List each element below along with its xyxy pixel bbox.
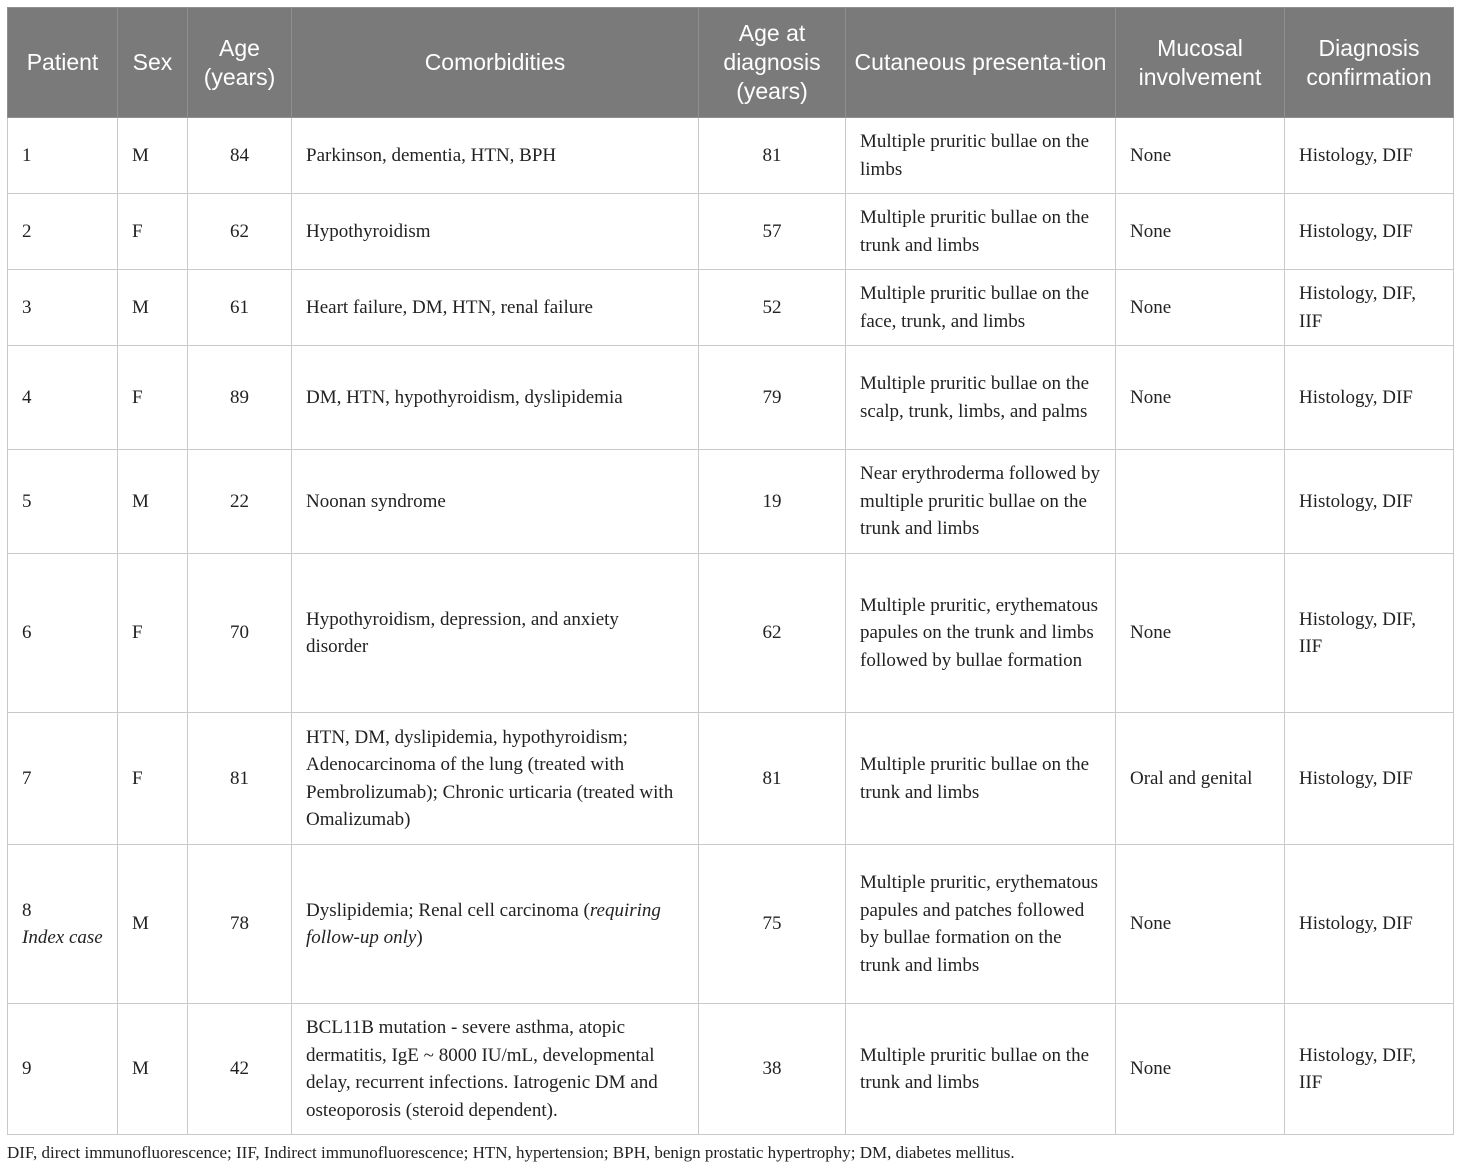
cell-sex: M bbox=[118, 450, 188, 554]
comorbidities-tail: ) bbox=[416, 927, 423, 948]
cell-patient bbox=[8, 845, 118, 1004]
table-row bbox=[8, 1004, 1454, 1135]
cell-age-at-diagnosis: 19 bbox=[699, 450, 846, 554]
cell-age-at-diagnosis: 38 bbox=[699, 1004, 846, 1135]
cell-sex: F bbox=[118, 194, 188, 270]
header-row bbox=[8, 8, 1454, 118]
cell-patient: 5 bbox=[8, 450, 118, 554]
cell-mucosal: None bbox=[1116, 118, 1285, 194]
cell-comorbidities: DM, HTN, hypothyroidism, dyslipidemia bbox=[292, 346, 699, 450]
cell-mucosal: None bbox=[1116, 194, 1285, 270]
cell-confirmation: Histology, DIF bbox=[1285, 118, 1454, 194]
cell-comorbidities: Hypothyroidism, depression, and anxiety disorder bbox=[292, 554, 699, 713]
cell-mucosal: None bbox=[1116, 346, 1285, 450]
cell-patient: 9 bbox=[8, 1004, 118, 1135]
cell-confirmation: Histology, DIF bbox=[1285, 845, 1454, 1004]
cell-mucosal: None bbox=[1116, 554, 1285, 713]
cell-confirmation: Histology, DIF bbox=[1285, 194, 1454, 270]
cell-confirmation: Histology, DIF bbox=[1285, 450, 1454, 554]
cell-confirmation: Histology, DIF bbox=[1285, 346, 1454, 450]
cell-patient: 6 bbox=[8, 554, 118, 713]
index-case-note: Index case bbox=[22, 927, 103, 948]
cell-cutaneous: Near erythroderma followed by multiple pruritic bullae on the trunk and limbs bbox=[846, 450, 1116, 554]
patient-table bbox=[7, 7, 1454, 1135]
table-row bbox=[8, 554, 1454, 713]
cell-age-at-diagnosis: 81 bbox=[699, 118, 846, 194]
cell-age-at-diagnosis: 57 bbox=[699, 194, 846, 270]
table-row bbox=[8, 845, 1454, 1004]
cell-cutaneous: Multiple pruritic, erythematous papules on the trunk and limbs followed by bullae formation bbox=[846, 554, 1116, 713]
header-sex: Sex bbox=[118, 8, 188, 118]
header-patient: Patient bbox=[8, 8, 118, 118]
cell-cutaneous: Multiple pruritic bullae on the scalp, trunk, limbs, and palms bbox=[846, 346, 1116, 450]
cell-age: 70 bbox=[188, 554, 292, 713]
cell-patient: 4 bbox=[8, 346, 118, 450]
cell-confirmation: Histology, DIF, IIF bbox=[1285, 270, 1454, 346]
cell-sex: F bbox=[118, 346, 188, 450]
cell-patient: 2 bbox=[8, 194, 118, 270]
cell-age: 81 bbox=[188, 713, 292, 845]
table-row bbox=[8, 346, 1454, 450]
cell-confirmation: Histology, DIF, IIF bbox=[1285, 554, 1454, 713]
cell-age: 22 bbox=[188, 450, 292, 554]
cell-sex: F bbox=[118, 713, 188, 845]
cell-age-at-diagnosis: 52 bbox=[699, 270, 846, 346]
cell-sex: M bbox=[118, 845, 188, 1004]
cell-comorbidities: Hypothyroidism bbox=[292, 194, 699, 270]
comorbidities-text: Dyslipidemia; Renal cell carcinoma ( bbox=[306, 899, 590, 921]
table-row bbox=[8, 118, 1454, 194]
cell-cutaneous: Multiple pruritic, erythematous papules and patches followed by bullae formation on the trunk and limbs bbox=[846, 845, 1116, 1004]
cell-mucosal: None bbox=[1116, 1004, 1285, 1135]
cell-confirmation: Histology, DIF, IIF bbox=[1285, 1004, 1454, 1135]
cell-comorbidities: Noonan syndrome bbox=[292, 450, 699, 554]
table-row bbox=[8, 270, 1454, 346]
cell-mucosal: Oral and genital bbox=[1116, 713, 1285, 845]
cell-cutaneous: Multiple pruritic bullae on the limbs bbox=[846, 118, 1116, 194]
cell-age: 42 bbox=[188, 1004, 292, 1135]
header-mucosal-involvement: Mucosal involvement bbox=[1116, 8, 1285, 118]
header-cutaneous-presentation: Cutaneous presenta-tion bbox=[846, 8, 1116, 118]
cell-age-at-diagnosis: 81 bbox=[699, 713, 846, 845]
cell-comorbidities bbox=[292, 845, 699, 1004]
header-diagnosis-confirmation: Diagnosis confirmation bbox=[1285, 8, 1454, 118]
header-age-at-diagnosis: Age at diagnosis (years) bbox=[699, 8, 846, 118]
cell-comorbidities: HTN, DM, dyslipidemia, hypothyroidism; Adenocarcinoma of the lung (treated with Pembrolizumab); Chronic urticaria (treated with Omalizumab) bbox=[292, 713, 699, 845]
cell-age: 89 bbox=[188, 346, 292, 450]
cell-comorbidities: BCL11B mutation - severe asthma, atopic dermatitis, IgE ~ 8000 IU/mL, developmental delay, recurrent infections. Iatrogenic DM and osteoporosis (steroid dependent). bbox=[292, 1004, 699, 1135]
table-footnote: DIF, direct immunofluorescence; IIF, Indirect immunofluorescence; HTN, hypertension; BPH, benign prostatic hypertrophy; DM, diabetes mellitus. bbox=[7, 1143, 1015, 1162]
cell-cutaneous: Multiple pruritic bullae on the face, trunk, and limbs bbox=[846, 270, 1116, 346]
cell-cutaneous: Multiple pruritic bullae on the trunk and limbs bbox=[846, 1004, 1116, 1135]
cell-age-at-diagnosis: 62 bbox=[699, 554, 846, 713]
header-age: Age (years) bbox=[188, 8, 292, 118]
cell-age-at-diagnosis: 75 bbox=[699, 845, 846, 1004]
cell-mucosal: None bbox=[1116, 845, 1285, 1004]
cell-age: 84 bbox=[188, 118, 292, 194]
cell-age: 61 bbox=[188, 270, 292, 346]
cell-sex: M bbox=[118, 118, 188, 194]
table-row bbox=[8, 450, 1454, 554]
cell-cutaneous: Multiple pruritic bullae on the trunk and limbs bbox=[846, 713, 1116, 845]
cell-patient: 3 bbox=[8, 270, 118, 346]
table-container bbox=[7, 7, 1453, 1135]
cell-age: 78 bbox=[188, 845, 292, 1004]
cell-comorbidities: Parkinson, dementia, HTN, BPH bbox=[292, 118, 699, 194]
patient-number: 8 bbox=[22, 899, 32, 921]
cell-mucosal bbox=[1116, 450, 1285, 554]
table-row bbox=[8, 713, 1454, 845]
cell-patient: 1 bbox=[8, 118, 118, 194]
cell-sex: F bbox=[118, 554, 188, 713]
cell-sex: M bbox=[118, 1004, 188, 1135]
cell-patient: 7 bbox=[8, 713, 118, 845]
cell-sex: M bbox=[118, 270, 188, 346]
table-row bbox=[8, 194, 1454, 270]
cell-age-at-diagnosis: 79 bbox=[699, 346, 846, 450]
cell-mucosal: None bbox=[1116, 270, 1285, 346]
cell-age: 62 bbox=[188, 194, 292, 270]
cell-confirmation: Histology, DIF bbox=[1285, 713, 1454, 845]
cell-comorbidities: Heart failure, DM, HTN, renal failure bbox=[292, 270, 699, 346]
header-comorbidities: Comorbidities bbox=[292, 8, 699, 118]
comorbidities-italic-note: requiring follow-up only bbox=[306, 899, 661, 948]
cell-cutaneous: Multiple pruritic bullae on the trunk and limbs bbox=[846, 194, 1116, 270]
